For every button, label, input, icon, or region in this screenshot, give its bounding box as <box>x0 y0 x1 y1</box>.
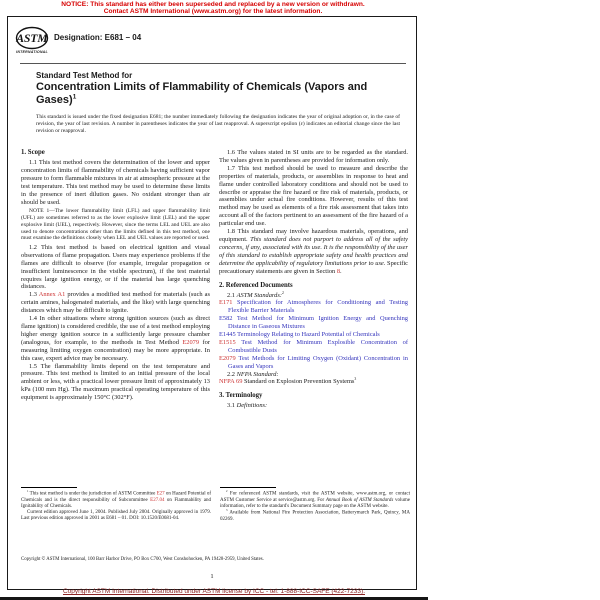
paragraph-1-8-period: . <box>340 267 342 275</box>
paragraph-1-7: 1.7 This test method should be used to measure and describe the properties of materials, products, or assemblies in response to heat and flame under controlled laboratory conditions and should not be used to describe or appraise the fire hazard or fire risk of materials, products, or assemblies under actual fire conditions. However, results of this test method may be used as elements of a fire risk assessment that takes into account all of the factors pertinent to an assessment of the fire hazard of a particular end use. <box>219 164 408 228</box>
nfpa-69-title: Standard on Explosion Prevention Systems <box>242 378 355 386</box>
reference-e1445 <box>219 331 408 339</box>
section-2-1 <box>219 292 408 300</box>
section-2-1-number: 2.1 <box>227 291 237 299</box>
page-number: 1 <box>210 573 214 580</box>
page-title <box>36 81 402 106</box>
supersession-notice <box>7 1 419 16</box>
ref-std-title[interactable]: Test Method for Minimum Ignition Energy and Quenching Distance in Gaseous Mixtures <box>228 315 408 331</box>
e2079-link[interactable]: E2079 <box>182 338 200 346</box>
ref-std-id[interactable]: E582 <box>219 315 233 323</box>
nfpa-69-link[interactable]: NFPA 69 <box>219 378 243 386</box>
paragraph-1-8-text-2: Specific precautionary statements are given in Section <box>219 259 408 275</box>
reference-e1515 <box>219 339 408 355</box>
notice-line-1: NOTICE: This standard has either been superseded and replaced by a new version or withdrawn. <box>61 1 365 8</box>
footnote-2-text-2: volume information, refer to the standard's Document Summary page on the ASTM website. <box>220 497 410 509</box>
paragraph-1-8-caveat: This standard does not purport to address all of the safety concerns, if any, associated with its use. It is the responsibility of the user of this standard to establish appropriate safety and health practices and determine the applicability of regulatory limitations prior to use. <box>219 235 409 267</box>
section-2-2-label: NFPA Standard: <box>236 370 279 378</box>
right-column <box>219 149 408 410</box>
body-columns <box>21 149 408 410</box>
footnote-rule <box>220 487 276 488</box>
ref-std-id[interactable]: E171 <box>219 299 233 307</box>
astm-logo-text: ASTM <box>16 33 48 45</box>
footnote-3-text: Available from National Fire Protection Association, Batterymarch Park, Quincy, MA 02269. <box>220 510 410 522</box>
ref-std-title[interactable]: Specification for Atmospheres for Conditioning and Testing Flexible Barrier Materials <box>228 299 408 315</box>
left-column <box>21 149 210 410</box>
paragraph-1-3-text: 1.3 <box>29 291 39 299</box>
paragraph-1-2: 1.2 This test method is based on electrical ignition and visual observations of flame propagation. Users may experience problems if the flames are difficult to observe (for example, irregular propagation or insufficient luminescence in the visible spectrum), if the test material requires large ignition energy, or if the material has large quenching distances. <box>21 243 210 291</box>
reference-e582 <box>219 315 408 331</box>
paragraph-1-6: 1.6 The values stated in SI units are to be regarded as the standard. The values given in parentheses are provided for information only. <box>219 149 408 164</box>
footnote-column-right <box>220 487 410 523</box>
astm-logo <box>14 26 50 54</box>
footnote-2-book-title: Annual Book of ASTM Standards <box>325 497 394 503</box>
designation: Designation: E681 – 04 <box>54 33 142 42</box>
footnote-1 <box>21 491 211 510</box>
footnote-3 <box>220 507 410 523</box>
astm-logo-subtext: INTERNATIONAL <box>16 50 48 54</box>
section-8-link[interactable]: 8 <box>336 267 341 275</box>
title-footnote-ref: 1 <box>72 92 77 100</box>
ref-std-title[interactable]: Terminology Relating to Hazard Potential of Chemicals <box>235 331 380 339</box>
section-2-1-footnote-ref: 2 <box>281 290 284 295</box>
paragraph-1-8-text: 1.8 This standard may involve hazardous materials, operations, and equipment. <box>219 228 408 243</box>
reference-nfpa-69 <box>219 378 408 386</box>
notice-line-2: Contact ASTM International (www.astm.org) for the latest information. <box>103 8 323 16</box>
document-page <box>7 16 417 590</box>
paragraph-1-4-text-2: for measuring limiting oxygen concentration) may be more appropriate. In this case, expert advice may be necessary. <box>21 338 210 362</box>
title-block <box>36 71 402 106</box>
ref-std-title[interactable]: Test Method for Minimum Explosible Concentration of Combustible Dusts <box>228 338 408 354</box>
referenced-documents-heading: 2. Referenced Documents <box>219 281 293 289</box>
paragraph-1-5: 1.5 The flammability limits depend on the test temperature and pressure. This test method is limited to an initial pressure of the local ambient or less, with a practical lower pressure limit of approximately 13 kPa (100 mm Hg). The maximum practical operating temperature of this equipment is approximately 150°C (302°F). <box>21 362 210 402</box>
footnote-1-text-2: on Hazard Potential of Chemicals and is the direct responsibility of Subcommittee <box>21 491 212 503</box>
license-banner: Copyright ASTM International. Distributed under ASTM license by ICC - tel: 1-888-ICC-SAFE (422-7233). <box>62 588 365 595</box>
reference-e2079 <box>219 355 408 371</box>
nfpa-footnote-ref: 3 <box>354 377 357 382</box>
committee-e27-link[interactable]: E27 <box>156 491 165 497</box>
paragraph-1-4-text: 1.4 In other situations where strong ignition sources (such as direct flame ignition) is considered credible, the use of a test method employing higher energy ignition source in a sufficiently large pressure chamber (analogous, for example, to the methods in Test Method <box>21 315 210 346</box>
footnote-2 <box>220 491 410 510</box>
terminology-heading: 3. Terminology <box>219 392 263 400</box>
copyright-line: Copyright © ASTM International, 100 Barr Harbor Drive, PO Box C700, West Conshohocken, PA 19428-2959, United States. <box>21 557 264 562</box>
paragraph-1-3-text-2: provides a modified test method for materials (such as certain amines, halogenated materials, and the like) with large quenching distances which may be difficult to ignite. <box>21 291 210 315</box>
ref-std-id[interactable]: E2079 <box>219 354 236 362</box>
title-kicker: Standard Test Method for <box>36 71 133 80</box>
footnote-column-left <box>21 487 211 523</box>
footnote-3-marker: 3 <box>226 507 228 512</box>
scope-heading: 1. Scope <box>21 149 45 156</box>
section-2-2-number: 2.2 <box>227 370 237 378</box>
footnote-1-text-3: on Flammability and Ignitability of Chemicals. <box>21 497 212 509</box>
section-2-1-label: ASTM Standards: <box>236 291 282 299</box>
paragraph-1-1: 1.1 This test method covers the determination of the lower and upper concentration limits of flammability of chemicals having sufficient vapor pressure to form flammable mixtures in air at atmospheric pressure at the test temperature. This test method may be used to determine these limits in the presence of inert dilution gases. No oxidant stronger than air should be used. <box>21 159 210 206</box>
section-3-1 <box>219 402 408 410</box>
note-1: NOTE 1—The lower flammability limit (LFL) and upper flammability limit (UFL) are sometimes referred to as the lower explosive limit (LEL) and the upper explosive limit (UEL), respectively. However, since the terms LEL and UEL are also used to denote concentrations other than the limits defined in this test method, one must examine the definitions closely when LEL and UEL values are reported or used. <box>21 208 210 242</box>
header-rule <box>20 63 406 64</box>
astm-logo-mark <box>15 26 49 50</box>
title-text: Concentration Limits of Flammability of Chemicals (Vapors and Gases) <box>36 81 368 106</box>
annex-a1-link[interactable]: Annex A1 <box>38 291 66 299</box>
footnote-2-text: For referenced ASTM standards, visit the ASTM website, www.astm.org, or contact ASTM Customer Service at service@astm.org. For <box>220 491 410 503</box>
footnote-2-marker: 2 <box>226 489 228 493</box>
footnote-rule <box>21 487 77 488</box>
section-3-1-number: 3.1 <box>227 402 237 410</box>
ref-std-id[interactable]: E1515 <box>219 338 236 346</box>
paragraph-1-4 <box>21 315 210 362</box>
footnote-1-edition: Current edition approved June 1, 2004. Published July 2004. Originally approved in 1979. Last previous edition approved in 2001 as E681 – 01. DOI: 10.1520/E0681-04. <box>21 509 211 522</box>
footnote-1-text: This test method is under the jurisdiction of ASTM Committee <box>28 491 157 497</box>
footnotes <box>21 487 410 523</box>
section-3-1-label: Definitions: <box>236 402 268 410</box>
paragraph-1-3 <box>21 291 210 315</box>
footnote-1-marker: 1 <box>27 489 29 493</box>
ref-std-id[interactable]: E1445 <box>219 331 236 339</box>
issuance-note: This standard is issued under the fixed designation E681; the number immediately following the designation indicates the year of original adoption or, in the case of revision, the year of last revision. A number in parentheses indicates the year of last reapproval. A superscript epsilon (ε) indicates an editorial change since the last revision or reapproval. <box>36 114 400 134</box>
reference-e171 <box>219 299 408 315</box>
ref-std-title[interactable]: Test Methods for Limiting Oxygen (Oxidant) Concentration in Gases and Vapors <box>228 354 408 370</box>
document-header <box>8 17 416 61</box>
paragraph-1-8 <box>219 228 408 275</box>
subcommittee-e27-04-link[interactable]: E27.04 <box>150 497 165 503</box>
